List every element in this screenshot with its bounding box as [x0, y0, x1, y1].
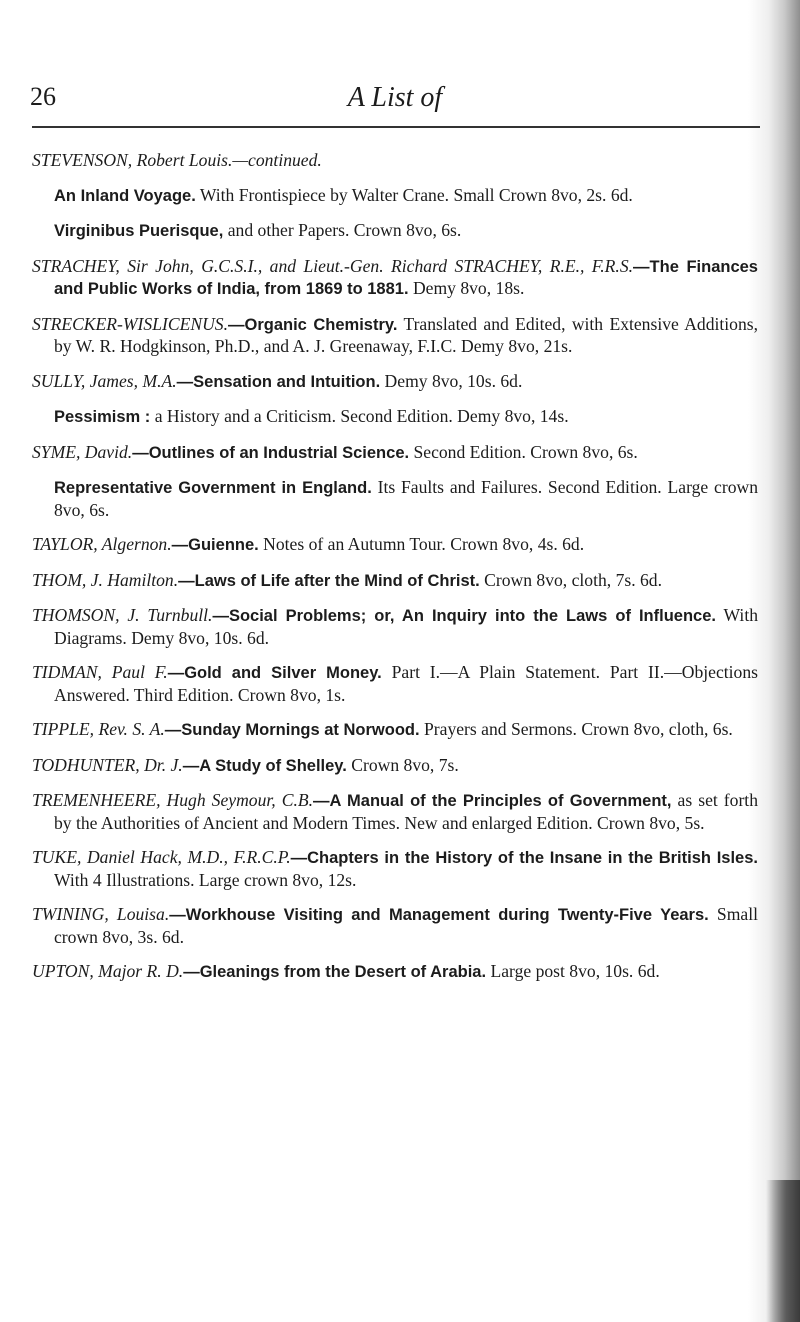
entry-title: Representative Government in England. [54, 479, 372, 497]
entry-title: Virginibus Puerisque, [54, 222, 224, 240]
catalogue-entry [32, 314, 758, 358]
entry-details: Crown 8vo, 7s. [346, 754, 459, 775]
catalogue-entry [32, 442, 758, 465]
catalogue-entry [32, 534, 758, 557]
page-header [30, 82, 760, 118]
entry-author: TUKE, Daniel Hack, M.D., F.R.C.P. [32, 847, 291, 867]
catalogue-entry [32, 662, 758, 706]
catalogue-entry [32, 570, 758, 593]
catalogue-entries [32, 150, 758, 997]
entry-title: —Sensation and Intuition. [176, 372, 381, 391]
entry-author: TIDMAN, Paul F. [32, 662, 168, 682]
entry-details: Demy 8vo, 10s. 6d. [380, 370, 523, 391]
entry-details: Second Edition. Crown 8vo, 6s. [409, 441, 638, 462]
entry-title: —Sunday Mornings at Norwood. [164, 721, 420, 739]
entry-details: as set forth by the Authorities of Ancient and Modern Times. New and enlarged Edition. Crown 8vo, 5s. [54, 790, 758, 833]
entry-details: Prayers and Sermons. Crown 8vo, cloth, 6s. [419, 719, 733, 739]
catalogue-entry [32, 904, 758, 948]
catalogue-entry [32, 220, 758, 243]
entry-title: —A Study of Shelley. [182, 756, 347, 775]
entry-title: —A Manual of the Principles of Government, [313, 792, 672, 810]
entry-title: Pessimism : [54, 408, 151, 426]
entry-details: Large post 8vo, 10s. 6d. [486, 961, 660, 981]
header-rule [32, 126, 760, 128]
entry-details: Crown 8vo, cloth, 7s. 6d. [479, 569, 663, 590]
entry-author: STRECKER-WISLICENUS. [32, 313, 228, 334]
entry-author: TIPPLE, Rev. S. A. [32, 719, 165, 739]
entry-author: THOM, J. Hamilton. [32, 569, 179, 590]
catalogue-entry [32, 406, 758, 429]
entry-title: —Workhouse Visiting and Management during Twenty-Five Years. [169, 906, 709, 924]
entry-details: Notes of an Autumn Tour. Crown 8vo, 4s. 6d. [258, 534, 585, 554]
catalogue-entry [32, 256, 758, 301]
entry-author: UPTON, Major R. D. [32, 961, 184, 981]
entry-title: —Guienne. [171, 536, 259, 554]
entry-details: Translated and Edited, with Extensive Additions, by W. R. Hodgkinson, Ph.D., and A. J. Greenaway, F.I.C. Demy 8vo, 21s. [54, 313, 758, 356]
entry-author: STRACHEY, Sir John, G.C.S.I., and Lieut.-Gen. Richard STRACHEY, R.E., F.R.S. [32, 255, 634, 276]
entry-title: —Chapters in the History of the Insane in the British Isles. [290, 849, 758, 867]
entry-author: TAYLOR, Algernon. [32, 534, 172, 554]
catalogue-entry [32, 371, 758, 394]
entry-details: Small crown 8vo, 3s. 6d. [54, 904, 758, 947]
entry-details: Part I.—A Plain Statement. Part II.—Objections Answered. Third Edition. Crown 8vo, 1s. [54, 662, 758, 705]
page-number: 26 [30, 82, 56, 111]
entry-title: —Gold and Silver Money. [167, 664, 382, 682]
page-edge-dark-corner [766, 1180, 800, 1322]
entry-details: With Diagrams. Demy 8vo, 10s. 6d. [54, 605, 759, 648]
entry-details: Demy 8vo, 18s. [408, 278, 525, 298]
entry-author: SYME, David. [32, 441, 133, 462]
catalogue-entry [32, 719, 758, 742]
catalogue-entry [32, 790, 758, 834]
entry-author: TREMENHEERE, Hugh Seymour, C.B. [32, 790, 313, 810]
entry-title: —Organic Chemistry. [227, 315, 398, 334]
catalogue-entry [32, 755, 758, 778]
catalogue-entry [32, 847, 758, 891]
entry-details: With Frontispiece by Walter Crane. Small Crown 8vo, 2s. 6d. [195, 184, 633, 205]
catalogue-entry [32, 185, 758, 208]
entry-details: a History and a Criticism. Second Edition. Demy 8vo, 14s. [150, 406, 569, 426]
catalogue-entry [32, 605, 758, 649]
entry-author: STEVENSON, Robert Louis.—continued. [32, 150, 322, 170]
entry-details: With 4 Illustrations. Large crown 8vo, 12s. [54, 869, 357, 890]
catalogue-entry [32, 477, 758, 521]
entry-author: THOMSON, J. Turnbull. [32, 605, 213, 625]
catalogue-entry [32, 961, 758, 984]
entry-title: —Outlines of an Industrial Science. [132, 443, 410, 462]
entry-author: TODHUNTER, Dr. J. [32, 754, 183, 775]
catalogue-entry [32, 150, 758, 172]
entry-details: Its Faults and Failures. Second Edition. Large crown 8vo, 6s. [54, 477, 758, 520]
entry-author: TWINING, Louisa. [32, 904, 170, 924]
entry-title: An Inland Voyage. [54, 186, 196, 205]
entry-title: —Gleanings from the Desert of Arabia. [183, 963, 487, 981]
running-title: A List of [347, 82, 443, 113]
entry-title: —Laws of Life after the Mind of Christ. [178, 571, 480, 590]
entry-title: —Social Problems; or, An Inquiry into the Laws of Influence. [212, 607, 716, 625]
entry-title: —The Finances and Public Works of India, from 1869 to 1881. [54, 257, 758, 298]
entry-author: SULLY, James, M.A. [32, 370, 177, 391]
entry-details: and other Papers. Crown 8vo, 6s. [223, 220, 462, 240]
